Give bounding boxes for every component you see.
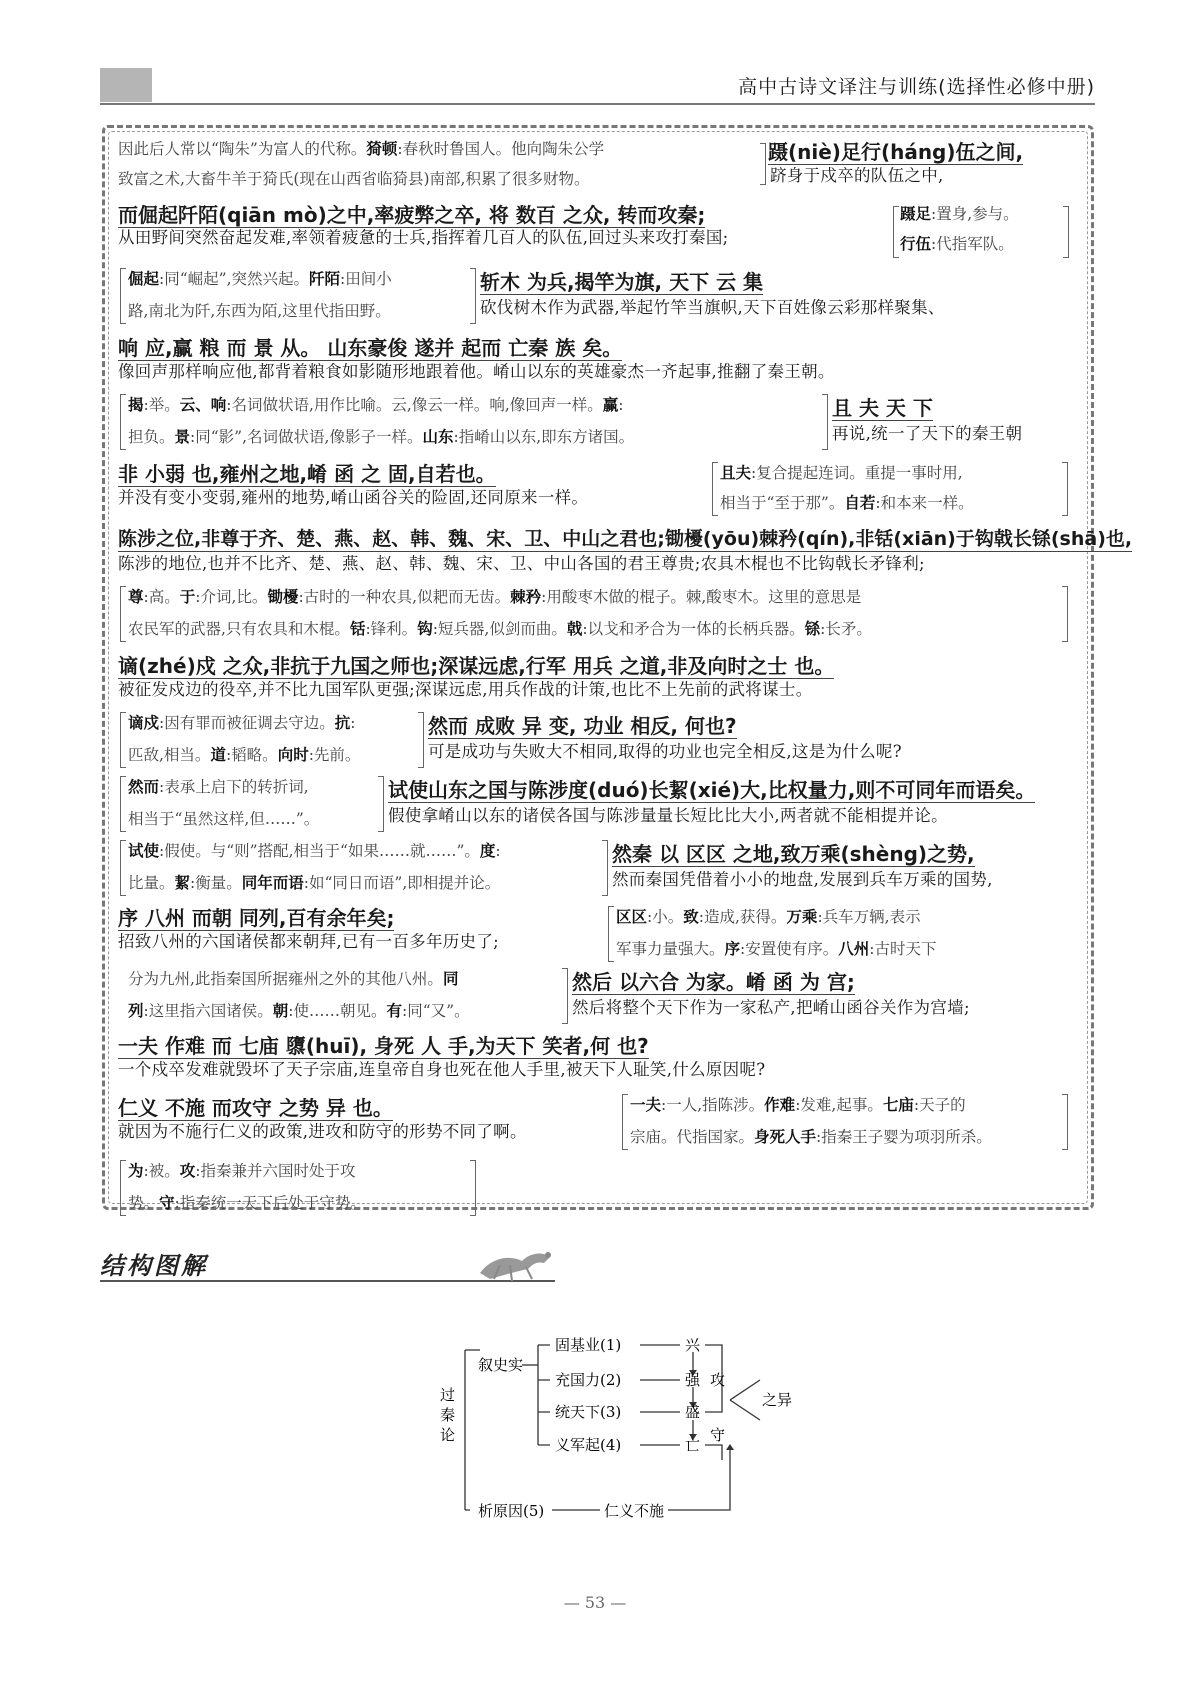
original-line: 一夫 作难 而 七庙 隳(huī), 身死 人 手,为天下 笑者,何 也?: [118, 1034, 649, 1058]
header-rule: [100, 103, 1095, 105]
original-line: 斩木 为兵,揭竿为旗, 天下 云 集: [480, 270, 764, 294]
note-line: 区区:小。致:造成,获得。万乘:兵车万辆,表示: [616, 908, 921, 926]
translation-line: 从田野间突然奋起发难,率领着疲惫的士兵,指挥着几百人的队伍,回过头来攻打秦国;: [118, 228, 729, 247]
note-line: 相当于“至于那”。自若:和本来一样。: [720, 494, 974, 512]
note-line: 谪戍:因有罪而被征调去守边。抗:: [128, 714, 356, 732]
diagram-state-4: 亡: [685, 1436, 701, 1454]
note-line: 宗庙。代指国家。身死人手:指秦王子婴为项羽所杀。: [630, 1128, 992, 1146]
diagram-item-2: 充国力(2): [555, 1371, 622, 1389]
diagram-state-1: 兴: [685, 1336, 701, 1354]
original-line: 非 小弱 也,雍州之地,崤 函 之 固,自若也。: [118, 462, 496, 486]
note-line: 一夫:一人,指陈涉。作难:发难,起事。七庙:天子的: [630, 1096, 966, 1114]
note-line: 且夫:复合提起连词。重提一事时用,: [720, 464, 963, 482]
note-bracket: [418, 712, 424, 768]
note-line: 为:被。攻:指秦兼并六国时处于攻: [128, 1162, 356, 1180]
note-line: 行伍:代指军队。: [900, 235, 1014, 253]
note-bracket: [120, 1160, 126, 1216]
note-bracket: [622, 1094, 628, 1150]
note-bracket: [1062, 1094, 1068, 1150]
original-line: 然秦 以 区区 之地,致万乘(shèng)之势,: [612, 842, 975, 866]
note-bracket: [120, 268, 126, 324]
translation-line: 假使拿崤山以东的诸侯各国与陈涉量量长短比比大小,两者就不能相提并论。: [388, 806, 948, 825]
translation-line: 被征发戍边的役卒,并不比九国军队更强;深谋远虑,用兵作战的计策,也比不上先前的武将谋士。: [118, 680, 813, 699]
note-line: 然而:表承上启下的转折词,: [128, 778, 309, 796]
translation-line: 跻身于戍卒的队伍之中,: [770, 166, 944, 185]
translation-line: 可是成功与失败大不相同,取得的功业也完全相反,这是为什么呢?: [428, 742, 902, 761]
note-bracket: [1062, 586, 1068, 642]
note-line: 军事力量强大。序:安置使有序。八州:古时天下: [616, 940, 937, 958]
note-bracket: [120, 712, 126, 768]
note-line: 比量。絜:衡量。同年而语:如“同日而语”,即相提并论。: [128, 874, 501, 892]
note-bracket: [120, 394, 126, 450]
translation-line: 砍伐树木作为武器,举起竹竿当旗帜,天下百姓像云彩那样聚集、: [480, 298, 945, 317]
diagram-state-2: 强: [685, 1371, 701, 1389]
original-line: 试使山东之国与陈涉度(duó)长絜(xié)大,比权量力,则不可同年而语矣。: [388, 778, 1036, 802]
note-bracket: [760, 143, 766, 185]
note-bracket: [822, 394, 828, 450]
translation-line: 陈涉的地位,也并不比齐、楚、燕、赵、韩、魏、宋、卫、中山各国的君王尊贵;农具木棍也不比钩戟长矛锋利;: [118, 554, 925, 573]
original-line: 然后 以六合 为家。崤 函 为 宫;: [572, 970, 855, 994]
translation-line: 再说,统一了天下的秦王朝: [832, 424, 1023, 443]
translation-line: 招致八州的六国诸侯都来朝拜,已有一百多年历史了;: [118, 932, 500, 951]
diagram-defend: 守: [710, 1426, 726, 1444]
page-number: — 53 —: [563, 1593, 627, 1612]
note-bracket: [1062, 462, 1068, 516]
note-line: 致富之术,大畜牛羊于猗氏(现在山西省临猗县)南部,积累了很多财物。: [118, 170, 590, 188]
header-gray-block: [100, 68, 152, 102]
note-bracket: [893, 206, 899, 258]
note-line: 尊:高。于:介词,比。锄櫌:古时的一种农具,似耙而无齿。棘矜:用酸枣木做的棍子。棘,酸枣木。这里的意思是: [128, 588, 862, 606]
structure-diagram: [0, 1290, 1190, 1550]
note-line: 分为九州,此指秦国所据雍州之外的其他八州。同: [128, 970, 459, 988]
note-bracket: [120, 776, 126, 832]
note-bracket: [470, 1160, 476, 1216]
note-line: 势。守:指秦统一天下后处于守势。: [128, 1194, 366, 1212]
original-line: 蹑(niè)足行(háng)伍之间,: [768, 140, 1024, 164]
translation-line: 一个戍卒发难就毁坏了天子宗庙,连皇帝自身也死在他人手里,被天下人耻笑,什么原因呢?: [118, 1060, 766, 1079]
note-bracket: [608, 906, 614, 962]
note-bracket: [470, 268, 476, 324]
section-title: 结构图解: [100, 1252, 208, 1280]
note-bracket: [1063, 206, 1069, 258]
original-line: 响 应,赢 粮 而 景 从。 山东豪俊 遂并 起而 亡秦 族 矣。: [118, 336, 623, 360]
original-line: 序 八州 而朝 同列,百有余年矣;: [118, 906, 395, 930]
original-line: 谪(zhé)戍 之众,非抗于九国之师也;深谋远虑,行军 用兵 之道,非及向时之士 也。: [118, 654, 835, 678]
note-line: 担负。景:同“影”,名词做状语,像影子一样。山东:指崤山以东,即东方诸国。: [128, 428, 635, 446]
note-line: 列:这里指六国诸侯。朝:使……朝见。有:同“又”。: [128, 1002, 470, 1020]
translation-line: 然而秦国凭借着小小的地盘,发展到兵车万乘的国势,: [612, 870, 993, 889]
diagram-branch-1: 叙史实: [478, 1356, 524, 1374]
note-bracket: [120, 586, 126, 642]
note-bracket: [712, 462, 718, 516]
diagram-item-3: 统天下(3): [555, 1403, 622, 1421]
note-line: 试使:假使。与“则”搭配,相当于“如果……就……”。度:: [128, 842, 501, 860]
note-line: 揭:举。云、响:名词做状语,用作比喻。云,像云一样。响,像回声一样。赢:: [128, 396, 624, 414]
diagram-attack: 攻: [710, 1371, 726, 1389]
note-line: 因此后人常以“陶朱”为富人的代称。猗顿:春秋时鲁国人。他向陶朱公学: [118, 140, 605, 158]
original-line: 陈涉之位,非尊于齐、楚、燕、赵、韩、魏、宋、卫、中山之君也;锄櫌(yōu)棘矜(qín),非铦(xiān)于钩戟长铩(shā)也,: [118, 528, 1133, 550]
translation-line: 然后将整个天下作为一家私产,把崤山函谷关作为宫墙;: [572, 998, 970, 1017]
diagram-result: 之异: [762, 1391, 793, 1409]
diagram-root: 过秦论: [440, 1386, 456, 1444]
note-bracket: [378, 776, 384, 832]
translation-line: 就因为不施行仁义的政策,进攻和防守的形势不同了啊。: [118, 1122, 527, 1141]
note-line: 相当于“虽然这样,但……”。: [128, 810, 320, 828]
original-line: 然而 成败 异 变, 功业 相反, 何也?: [428, 714, 737, 738]
diagram-state-3: 盛: [685, 1403, 701, 1421]
translation-line: 像回声那样响应他,都背着粮食如影随形地跟着他。崤山以东的英雄豪杰一齐起事,推翻了秦王朝。: [118, 362, 835, 381]
note-line: 倔起:同“崛起”,突然兴起。阡陌:田间小: [128, 270, 392, 288]
note-line: 路,南北为阡,东西为陌,这里代指田野。: [128, 302, 391, 320]
header-title: 高中古诗文译注与训练(选择性必修中册): [738, 76, 1095, 98]
horse-decoration-icon: [470, 1235, 560, 1285]
original-line: 且 夫 天 下: [832, 396, 933, 420]
note-bracket: [120, 840, 126, 896]
translation-line: 并没有变小变弱,雍州的地势,崤山函谷关的险固,还同原来一样。: [118, 488, 589, 507]
note-bracket: [562, 968, 568, 1024]
diagram-cause: 仁义不施: [604, 1502, 665, 1520]
original-line: 而倔起阡陌(qiān mò)之中,率疲弊之卒, 将 数百 之众, 转而攻秦;: [118, 203, 706, 227]
note-line: 农民军的武器,只有农具和木棍。铦:锋利。钩:短兵器,似剑而曲。戟:以戈和矛合为一体的长柄兵器。铩:长矛。: [128, 620, 872, 638]
note-bracket: [602, 840, 608, 896]
diagram-branch-2: 析原因(5): [478, 1502, 545, 1520]
note-line: 蹑足:置身,参与。: [900, 205, 1019, 223]
note-line: 匹敌,相当。道:韬略。向时:先前。: [128, 746, 361, 764]
diagram-item-4: 义军起(4): [555, 1436, 622, 1454]
original-line: 仁义 不施 而攻守 之势 异 也。: [118, 1096, 393, 1120]
diagram-item-1: 固基业(1): [555, 1336, 622, 1354]
